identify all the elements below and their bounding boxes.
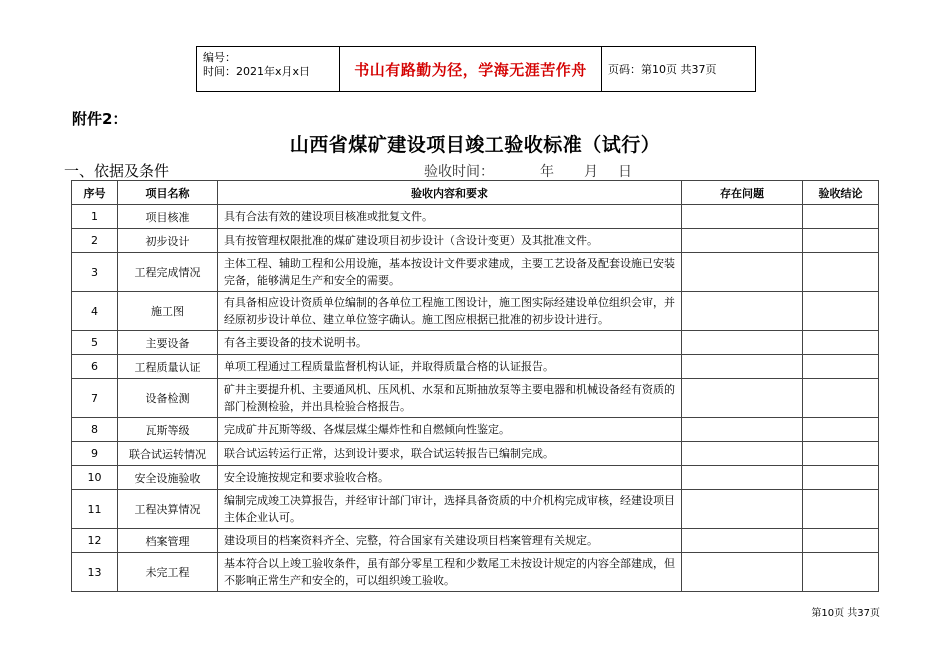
row-no: 7 xyxy=(72,379,118,418)
number-label: 编号： xyxy=(203,51,236,64)
row-content: 基本符合以上竣工验收条件，虽有部分零星工程和少数尾工未按设计规定的内容全部建成，但不影响正常生产和安全的，可以组织竣工验收。 xyxy=(218,553,682,592)
row-no: 2 xyxy=(72,229,118,253)
acceptance-time-year: 年 xyxy=(540,164,554,180)
table-row xyxy=(72,229,879,253)
row-conclusion-cell[interactable] xyxy=(803,553,879,592)
row-name: 安全设施验收 xyxy=(118,466,218,490)
row-conclusion-cell[interactable] xyxy=(803,529,879,553)
table-row xyxy=(72,205,879,229)
row-name: 联合试运转情况 xyxy=(118,442,218,466)
row-conclusion-cell[interactable] xyxy=(803,229,879,253)
acceptance-time-label: 验收时间： xyxy=(424,164,494,180)
section-heading: 一、依据及条件 xyxy=(64,162,170,180)
row-name: 施工图 xyxy=(118,292,218,331)
row-name: 设备检测 xyxy=(118,379,218,418)
time-label: 时间：2021年x月x日 xyxy=(203,65,311,78)
col-header-no: 序号 xyxy=(72,181,118,205)
row-no: 13 xyxy=(72,553,118,592)
row-no: 11 xyxy=(72,490,118,529)
row-issues-cell[interactable] xyxy=(682,355,803,379)
row-no: 12 xyxy=(72,529,118,553)
row-content: 完成矿井瓦斯等级、各煤层煤尘爆炸性和自燃倾向性鉴定。 xyxy=(218,418,682,442)
row-issues-cell[interactable] xyxy=(682,529,803,553)
row-name: 工程完成情况 xyxy=(118,253,218,292)
row-conclusion-cell[interactable] xyxy=(803,442,879,466)
row-no: 1 xyxy=(72,205,118,229)
row-issues-cell[interactable] xyxy=(682,205,803,229)
table-row xyxy=(72,529,879,553)
row-name: 未完工程 xyxy=(118,553,218,592)
row-content: 主体工程、辅助工程和公用设施，基本按设计文件要求建成，主要工艺设备及配套设施已安装完备，能够满足生产和安全的需要。 xyxy=(218,253,682,292)
row-no: 10 xyxy=(72,466,118,490)
row-conclusion-cell[interactable] xyxy=(803,379,879,418)
row-issues-cell[interactable] xyxy=(682,442,803,466)
table-row xyxy=(72,418,879,442)
table-row xyxy=(72,442,879,466)
row-conclusion-cell[interactable] xyxy=(803,331,879,355)
row-name: 工程质量认证 xyxy=(118,355,218,379)
row-content: 具有按管理权限批准的煤矿建设项目初步设计（含设计变更）及其批准文件。 xyxy=(218,229,682,253)
row-issues-cell[interactable] xyxy=(682,379,803,418)
row-issues-cell[interactable] xyxy=(682,553,803,592)
row-name: 瓦斯等级 xyxy=(118,418,218,442)
row-issues-cell[interactable] xyxy=(682,229,803,253)
row-content: 编制完成竣工决算报告，并经审计部门审计，选择具备资质的中介机构完成审核，经建设项目主体企业认可。 xyxy=(218,490,682,529)
row-content: 安全设施按规定和要求验收合格。 xyxy=(218,466,682,490)
table-row xyxy=(72,553,879,592)
row-name: 初步设计 xyxy=(118,229,218,253)
row-no: 6 xyxy=(72,355,118,379)
table-row xyxy=(72,466,879,490)
header-page-code: 页码：第10页 共37页 xyxy=(608,63,717,76)
row-no: 5 xyxy=(72,331,118,355)
row-content: 建设项目的档案资料齐全、完整，符合国家有关建设项目档案管理有关规定。 xyxy=(218,529,682,553)
row-no: 8 xyxy=(72,418,118,442)
row-conclusion-cell[interactable] xyxy=(803,355,879,379)
row-conclusion-cell[interactable] xyxy=(803,205,879,229)
header-motto: 书山有路勤为径，学海无涯苦作舟 xyxy=(340,47,602,91)
row-content: 有具备相应设计资质单位编制的各单位工程施工图设计，施工图实际经建设单位组织会审，并经原初步设计单位、建立单位签字确认。施工图应根据已批准的初步设计进行。 xyxy=(218,292,682,331)
row-issues-cell[interactable] xyxy=(682,331,803,355)
table-header-row xyxy=(72,181,879,205)
acceptance-table xyxy=(71,180,879,592)
row-conclusion-cell[interactable] xyxy=(803,466,879,490)
row-conclusion-cell[interactable] xyxy=(803,292,879,331)
row-name: 工程决算情况 xyxy=(118,490,218,529)
row-conclusion-cell[interactable] xyxy=(803,490,879,529)
col-header-issues: 存在问题 xyxy=(682,181,803,205)
row-issues-cell[interactable] xyxy=(682,418,803,442)
table-row xyxy=(72,490,879,529)
row-content: 单项工程通过工程质量监督机构认证，并取得质量合格的认证报告。 xyxy=(218,355,682,379)
row-issues-cell[interactable] xyxy=(682,253,803,292)
acceptance-time-month: 月 xyxy=(584,164,598,180)
row-name: 主要设备 xyxy=(118,331,218,355)
row-no: 9 xyxy=(72,442,118,466)
table-row xyxy=(72,292,879,331)
row-content: 联合试运转运行正常，达到设计要求，联合试运转报告已编制完成。 xyxy=(218,442,682,466)
row-content: 矿井主要提升机、主要通风机、压风机、水泵和瓦斯抽放泵等主要电器和机械设备经有资质的部门检测检验，并出具检验合格报告。 xyxy=(218,379,682,418)
row-content: 具有合法有效的建设项目核准或批复文件。 xyxy=(218,205,682,229)
row-content: 有各主要设备的技术说明书。 xyxy=(218,331,682,355)
row-name: 项目核准 xyxy=(118,205,218,229)
col-header-name: 项目名称 xyxy=(118,181,218,205)
row-conclusion-cell[interactable] xyxy=(803,418,879,442)
row-conclusion-cell[interactable] xyxy=(803,253,879,292)
document-header-box xyxy=(196,46,756,92)
row-name: 档案管理 xyxy=(118,529,218,553)
attachment-label: 附件2： xyxy=(72,110,128,128)
row-issues-cell[interactable] xyxy=(682,466,803,490)
acceptance-time-day: 日 xyxy=(618,164,632,180)
table-row xyxy=(72,379,879,418)
row-no: 3 xyxy=(72,253,118,292)
page-footer: 第10页 共37页 xyxy=(811,608,880,619)
row-issues-cell[interactable] xyxy=(682,292,803,331)
table-row xyxy=(72,355,879,379)
col-header-conclusion: 验收结论 xyxy=(803,181,879,205)
table-row xyxy=(72,331,879,355)
table-row xyxy=(72,253,879,292)
header-meta xyxy=(197,47,340,91)
row-no: 4 xyxy=(72,292,118,331)
acceptance-time xyxy=(424,161,632,181)
document-title: 山西省煤矿建设项目竣工验收标准（试行） xyxy=(289,134,661,156)
col-header-content: 验收内容和要求 xyxy=(218,181,682,205)
row-issues-cell[interactable] xyxy=(682,490,803,529)
